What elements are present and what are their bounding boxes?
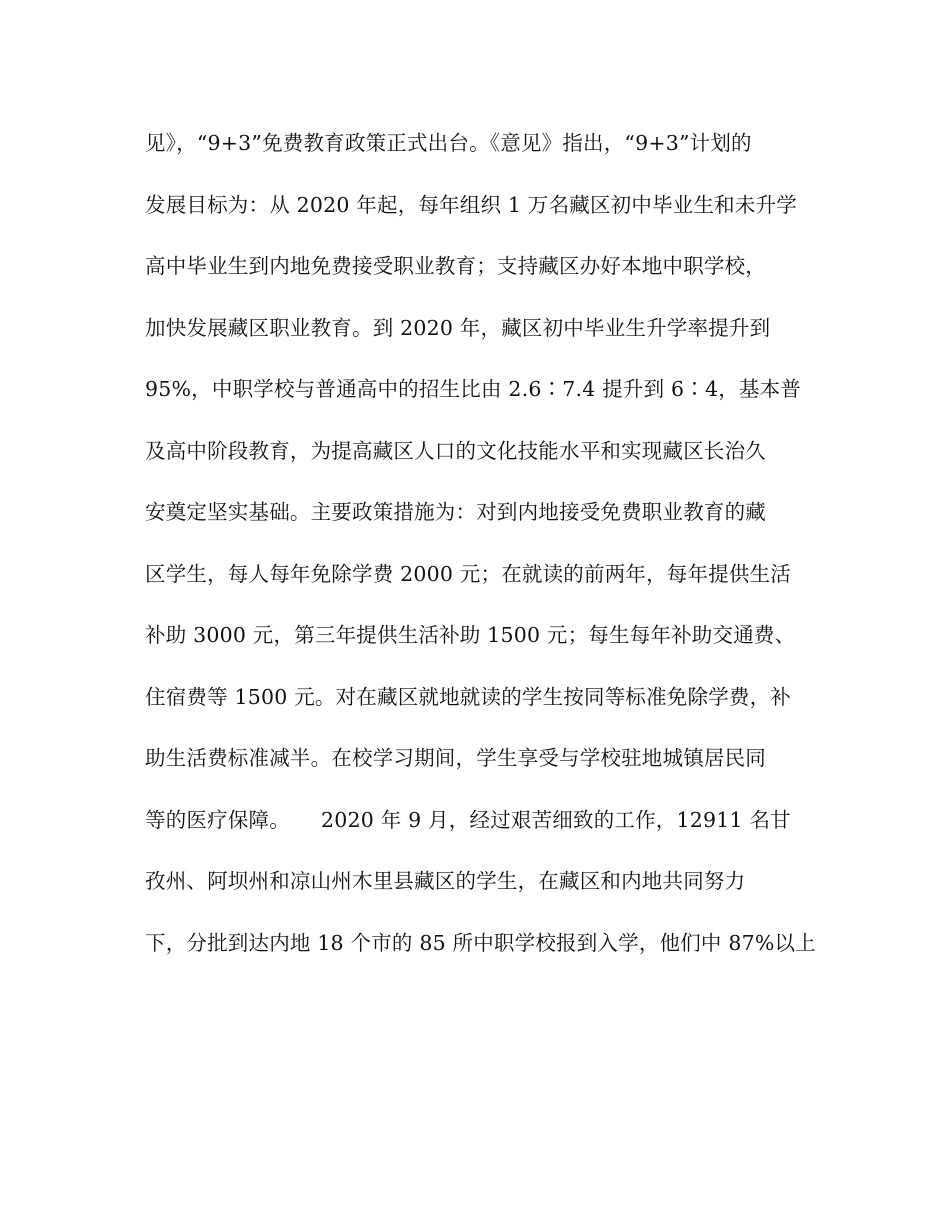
body-text [145,122,815,983]
text-line: 下，分批到达内地 18 个市的 85 所中职学校报到入学，他们中 87%以上 [145,930,816,955]
text-line: 见》，“9+3”免费教育政策正式出台。《意见》指出，“9+3”计划的 [145,131,752,155]
text-line: 助生活费标准减半。在校学习期间，学生享受与学校驻地城镇居民同 [145,746,766,770]
text-line: 区学生，每人每年免除学费 2000 元；在就读的前两年，每年提供生活 [145,561,792,586]
text-line: 95%，中职学校与普通高中的招生比由 2.6∶7.4 提升到 6∶4，基本普 [145,377,802,401]
text-line: 补助 3000 元，第三年提供生活补助 1500 元；每生每年补助交通费、 [145,623,796,647]
text-line: 安奠定坚实基础。主要政策措施为：对到内地接受免费职业教育的藏 [145,500,766,524]
text-line: 等的医疗保障。 2020 年 9 月，经过艰苦细致的工作，12911 名甘 [145,807,791,832]
text-line: 及高中阶段教育，为提高藏区人口的文化技能水平和实现藏区长治久 [145,438,766,463]
text-line: 加快发展藏区职业教育。到 2020 年，藏区初中毕业生升学率提升到 [145,315,771,340]
text-line: 发展目标为：从 2020 年起，每年组织 1 万名藏区初中毕业生和未升学 [145,192,797,217]
text-line: 高中毕业生到内地免费接受职业教育；支持藏区办好本地中职学校， [145,254,766,278]
text-line: 住宿费等 1500 元。对在藏区就地就读的学生按同等标准免除学费，补 [145,684,792,709]
text-line: 孜州、阿坝州和凉山州木里县藏区的学生，在藏区和内地共同努力 [145,869,746,893]
